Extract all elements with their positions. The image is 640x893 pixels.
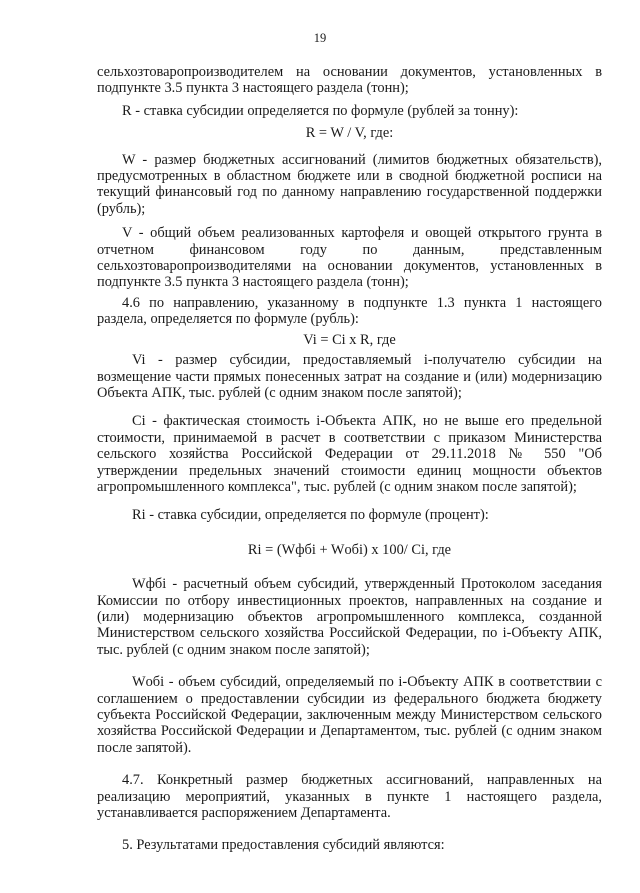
formula-ri: Ri = (Wфбi + Wобi) x 100/ Ci, где	[247, 541, 452, 558]
formula-vi: Vi = Ci x R, где	[303, 331, 396, 348]
page-number: 19	[313, 31, 327, 45]
paragraph-wfbi-definition: Wфбi - расчетный объем субсидий, утвержденный Протоколом заседания Комиссии по отбору инвестиционных проектов, направленных на создание и (или) модернизацию объектов агропромышленного комплекса, созданной Министерством сельского хозяйства Российской Федерации, по i-Объекту АПК, тыс. рублей (с одним знаком после запятой);	[97, 576, 602, 658]
paragraph-ri-definition: Ri - ставка субсидии, определяется по формуле (процент):	[132, 507, 489, 524]
formula-rate: R = W / V, где:	[305, 125, 394, 142]
paragraph-4-7: 4.7. Конкретный размер бюджетных ассигнований, направленных на реализацию мероприятий, указанных в пункте 1 настоящего раздела, устанавливается распоряжением Департамента.	[97, 772, 602, 822]
document-body	[97, 64, 602, 854]
paragraph-v-definition: V - общий объем реализованных картофеля и овощей открытого грунта в отчетном финансовом году по данным, представленным сельхозтоваропроизводителями на основании документов, установленных в подпункте 3.5 пункта 3 настоящего раздела (тонн);	[97, 225, 602, 291]
paragraph-continuation: сельхозтоваропроизводителем на основании документов, установленных в подпункте 3.5 пункта 3 настоящего раздела (тонн);	[97, 64, 602, 97]
paragraph-w-definition: W - размер бюджетных ассигнований (лимитов бюджетных обязательств), предусмотренных в областном бюджете или в сводной бюджетной росписи на текущий финансовый год по данному направлению государственной поддержки (рубль);	[97, 151, 602, 217]
paragraph-4-6: 4.6 по направлению, указанному в подпункте 1.3 пункта 1 настоящего раздела, определяется по формуле (рубль):	[97, 294, 602, 328]
paragraph-ci-definition: Ci - фактическая стоимость i-Объекта АПК, но не выше его предельной стоимости, принимаемой в расчет в соответствии с приказом Министерства сельского хозяйства Российской Федерации от 29.11.2018 № 550 "Об утверждении предельных значений стоимости единиц мощности объектов агропромышленного комплекса", тыс. рублей (с одним знаком после запятой);	[97, 413, 602, 495]
paragraph-rate-definition: R - ставка субсидии определяется по формуле (рублей за тонну):	[122, 102, 519, 119]
paragraph-vi-definition: Vi - размер субсидии, предоставляемый i-получателю субсидии на возмещение части прямых понесенных затрат на создание и (или) модернизацию Объекта АПК, тыс. рублей (с одним знаком после запятой);	[97, 352, 602, 401]
paragraph-wobi-definition: Wобi - объем субсидий, определяемый по i-Объекту АПК в соответствии с соглашением о предоставлении субсидии из федерального бюджета бюджету субъекта Российской Федерации, заключенным между Министерством сельского хозяйства Российской Федерации и Департаментом, тыс. рублей (с одним знаком после запятой).	[97, 674, 602, 756]
paragraph-5-results: 5. Результатами предоставления субсидий являются:	[122, 837, 445, 854]
